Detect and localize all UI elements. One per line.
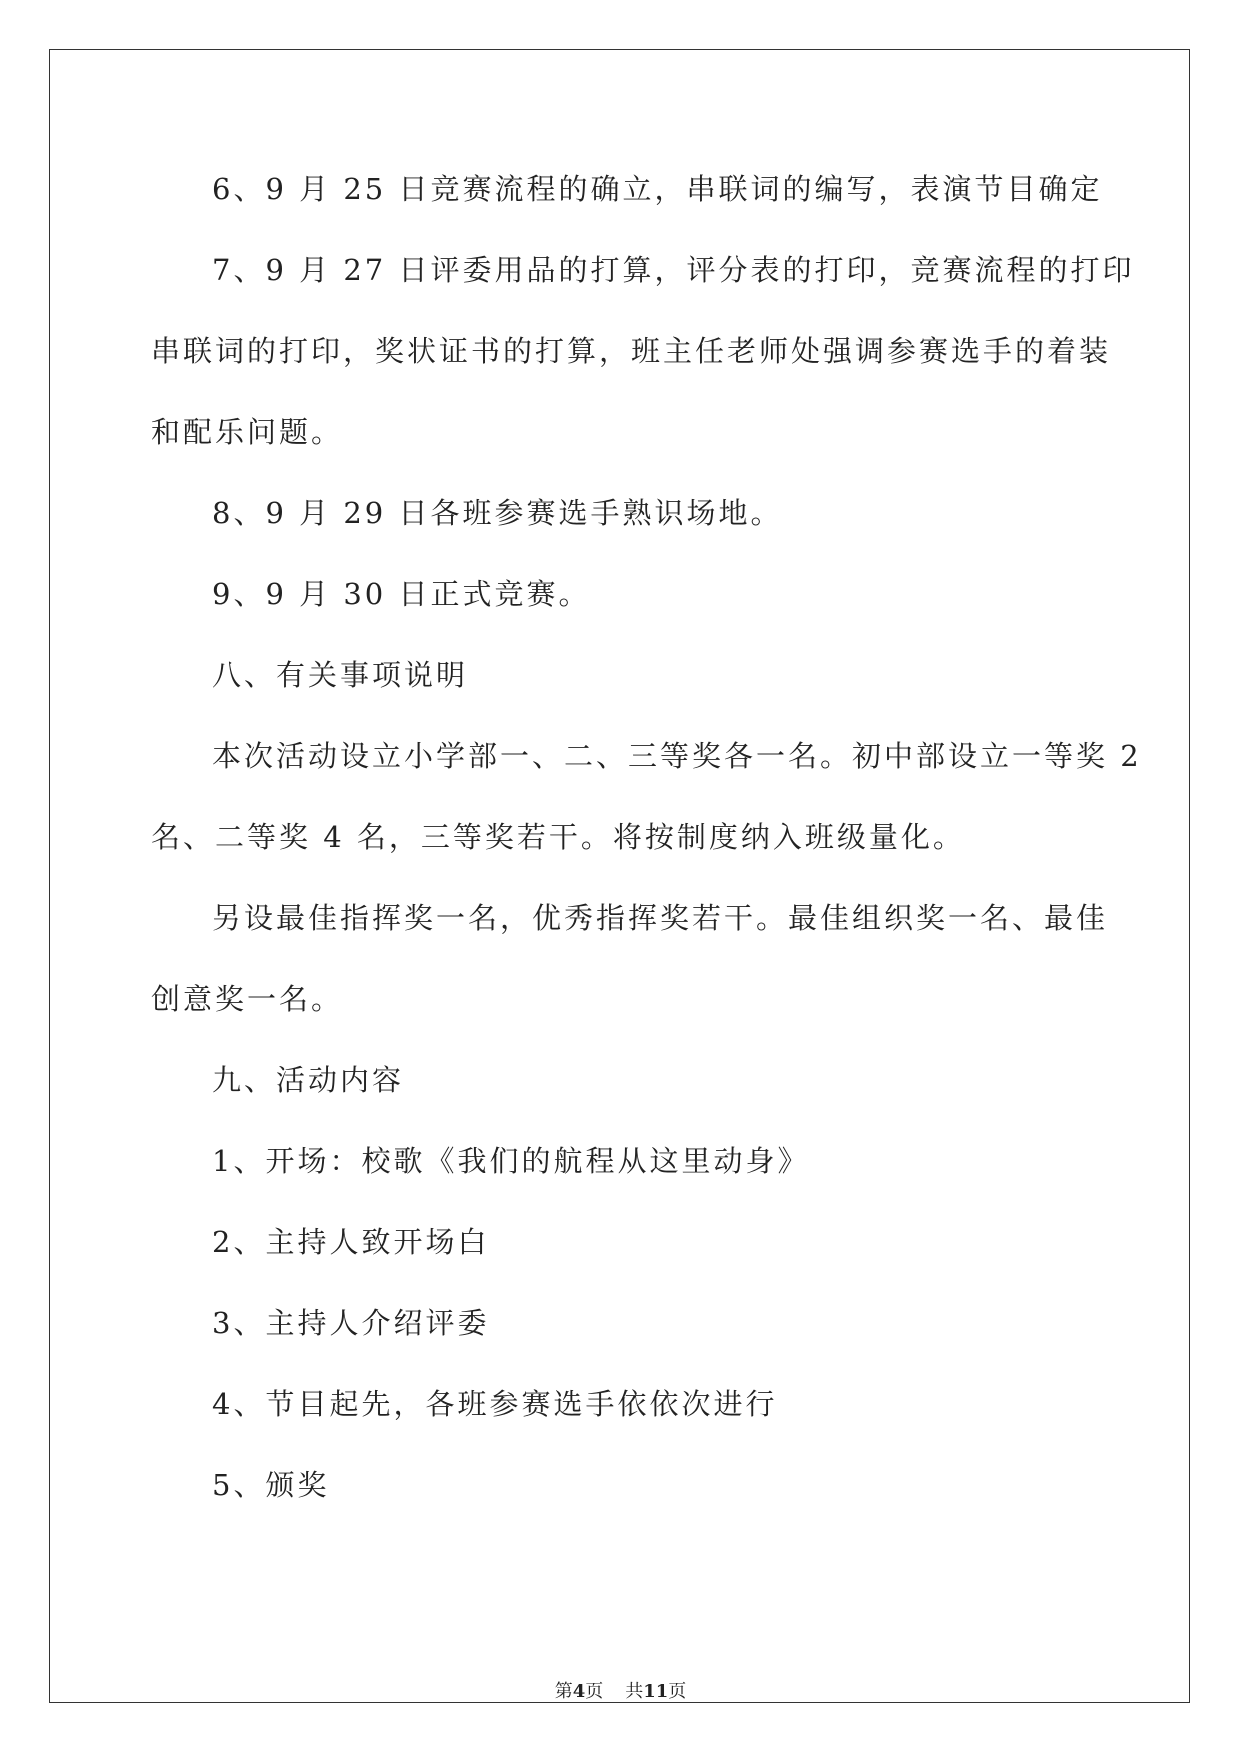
paragraph-line: 9、9 月 30 日正式竞赛。 — [212, 577, 591, 611]
paragraph-line: 另设最佳指挥奖一名，优秀指挥奖若干。最佳组织奖一名、最佳 — [212, 901, 1109, 935]
list-item: 4、节目起先，各班参赛选手依依次进行 — [212, 1387, 778, 1421]
section-heading: 九、活动内容 — [212, 1063, 405, 1097]
list-item: 1、开场：校歌《我们的航程从这里动身》 — [212, 1144, 810, 1178]
paragraph-line: 名、二等奖 4 名，三等奖若干。将按制度纳入班级量化。 — [151, 820, 965, 854]
page-suffix: 页 — [585, 1681, 604, 1702]
list-item: 2、主持人致开场白 — [212, 1225, 490, 1259]
list-item: 5、颁奖 — [212, 1468, 330, 1502]
page-border — [49, 49, 1190, 1703]
paragraph-line: 8、9 月 29 日各班参赛选手熟识场地。 — [212, 496, 783, 530]
page-footer — [0, 1681, 1241, 1703]
paragraph-line: 和配乐问题。 — [151, 415, 344, 449]
page-prefix: 第 — [554, 1681, 573, 1702]
paragraph-line: 串联词的打印，奖状证书的打算，班主任老师处强调参赛选手的着装 — [151, 334, 1112, 368]
paragraph-line: 本次活动设立小学部一、二、三等奖各一名。初中部设立一等奖 2 — [212, 739, 1142, 773]
paragraph-line: 7、9 月 27 日评委用品的打算，评分表的打印，竞赛流程的打印 — [212, 253, 1135, 287]
total-prefix: 共 — [625, 1681, 644, 1702]
section-heading: 八、有关事项说明 — [212, 658, 469, 692]
paragraph-line: 6、9 月 25 日竞赛流程的确立，串联词的编写，表演节目确定 — [212, 172, 1103, 206]
paragraph-line: 创意奖一名。 — [151, 982, 344, 1016]
total-pages: 11 — [643, 1681, 669, 1702]
page-number: 4 — [572, 1681, 586, 1702]
total-suffix: 页 — [668, 1681, 687, 1702]
list-item: 3、主持人介绍评委 — [212, 1306, 490, 1340]
